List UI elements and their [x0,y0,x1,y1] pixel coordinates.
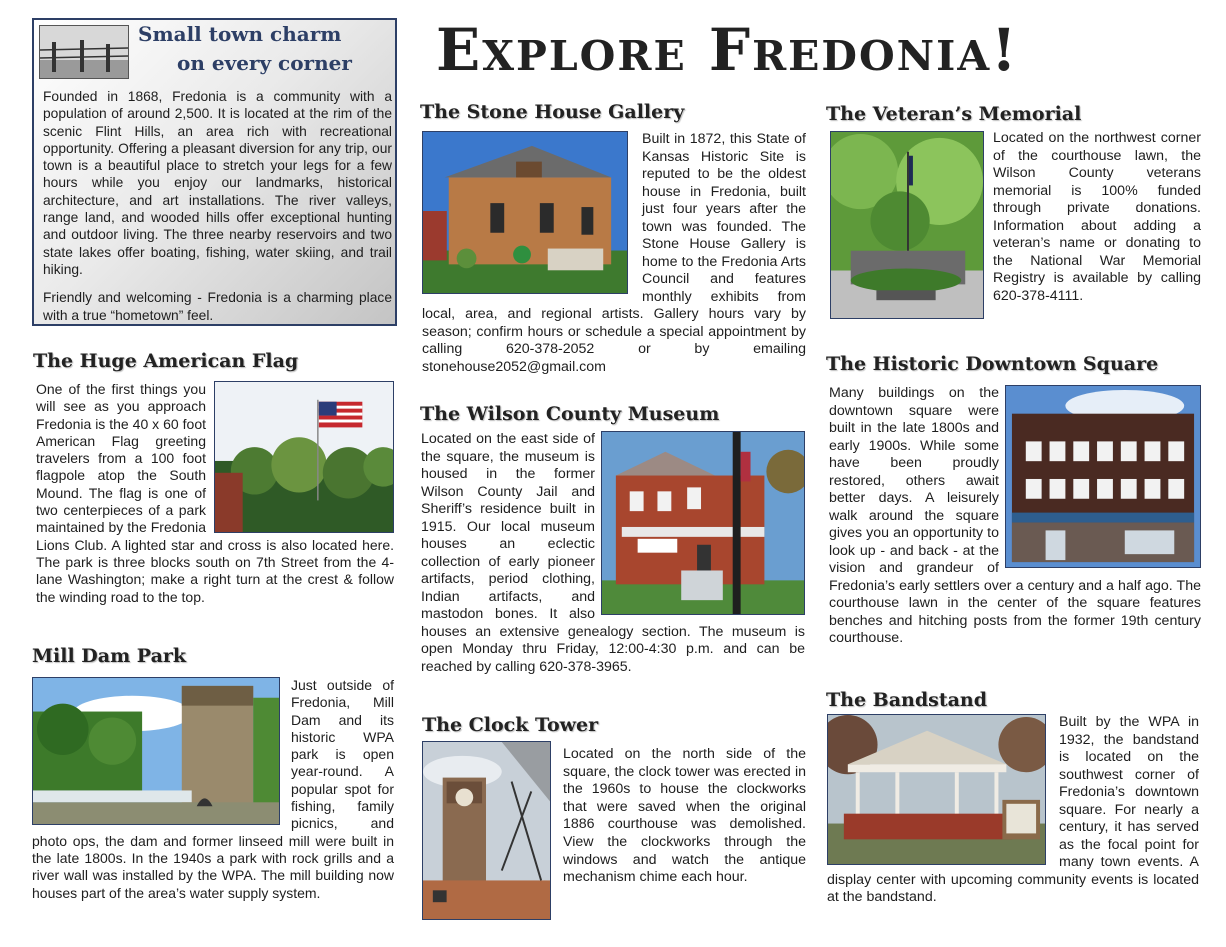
stonehouse-image [423,132,627,293]
intro-box [32,18,397,326]
bandstand-text: Built by the WPA in 1932, the bandstand is located on the southwest corner of Fredonia’s downtown square. For nearly a century, it has served as the focal point for many town events. A display center with upcoming community events is located at the bandstand. [827,714,1199,905]
milldam-photo [32,677,280,825]
bandstand-heading: The Bandstand [826,689,988,711]
flag-heading: The Huge American Flag [33,350,299,372]
museum-text: Located on the east side of the square, the museum is housed in the former Wilson County Jail and Sheriff’s residence built in 1915. Our local museum houses an eclectic collection of early pioneer artifacts, period clothing, Indian artifacts, and mastodon bones. It also houses an extensive genealogy section. The museum is open Monday thru Friday, 12:00-4:30 p.m. and can be reached by calling 620-378-3965. [421,431,805,675]
museum-photo [601,431,805,615]
intro-heading-line2: on every corner [177,51,352,75]
clock-heading: The Clock Tower [422,714,599,736]
bandstand-image [828,715,1045,864]
museum-image [602,432,804,614]
intro-heading-line1: Small town charm [138,22,342,46]
museum-heading: The Wilson County Museum [420,403,720,425]
veterans-memorial-image [831,132,983,318]
stonehouse-section [422,131,806,376]
fence-image [40,26,128,78]
milldam-text: Just outside of Fredonia, Mill Dam and its historic WPA park is open year-round. A popular spot for fishing, family picnics, and photo ops, the dam and former linseed mill were built in the late 1800s. In the 1940s a park with rock grills and a river wall was installed by the WPA. The mill building now houses part of the area’s water supply system. [32,677,394,901]
downtown-text: Many buildings on the downtown square were built in the late 1800s and early 1900s. While some have been proudly restored, others await better days. A leisurely walk around the square gives you an opportunity to look up - and back - at the vision and grandeur of Fredonia’s early settlers over a century and a half ago. The courthouse lawn in the center of the square features benches and hitching posts from the former 19th century courthouse. [829,385,1201,646]
intro-paragraph-1: Founded in 1868, Fredonia is a community with a population of around 2,500. It is located at the rim of the scenic Flint Hills, an area rich with recreational opportunity. Offering a pleasant diversion for any trip, our town is a beautiful place to stretch your legs for a few hours while you enjoy our landmarks, historical architecture, and art installations. The river valleys, range land, and wooded hills offer exceptional hunting and outdoor living. The three nearby reservoirs and two state lakes offer boating, fishing, water skiing, and trail hiking. [43,89,392,277]
flag-text: One of the first things you will see as you approach Fredonia is the 40 x 60 foot American Flag greeting travelers from a 100 foot flagpole atop the South Mound. The flag is one of two centerpieces of a park maintained by the Fredonia Lions Club. A lighted star and cross is also located here. The park is three blocks south on 7th Street from the 4-lane Washington; make a right turn at the crest & follow the winding road to the top. [36,381,394,605]
bandstand-section [827,714,1199,907]
flag-photo [214,381,394,533]
clock-photo [422,741,551,920]
veterans-heading: The Veteran’s Memorial [826,103,1082,125]
stonehouse-heading: The Stone House Gallery [420,101,685,123]
milldam-image [33,678,279,824]
intro-paragraph-2: Friendly and welcoming - Fredonia is a charming place with a true “hometown” feel. [43,290,392,323]
stonehouse-text: Built in 1872, this State of Kansas Historic Site is reputed to be the oldest house in Fredonia, built just four years after the town was founded. The Stone House Gallery is home to the Fredonia Arts Council and features monthly exhibits from local, area, and regional artists. Gallery hours vary by season; confirm hours or schedule a special appointment by calling 620-378-2052 or by emailing stonehouse2052@gmail.com [422,131,806,375]
clock-text: Located on the north side of the square, the clock tower was erected in the 1960s to house the clockworks that were saved when the original 1886 courthouse was demolished. View the clockworks through the windows and watch the antique mechanism chime each hour. [563,746,806,886]
downtown-photo [1005,385,1201,568]
flag-section [36,381,394,606]
veterans-photo [830,131,984,319]
bandstand-photo [827,714,1046,865]
downtown-heading: The Historic Downtown Square [826,353,1159,375]
veterans-text: Located on the northwest corner of the courthouse lawn, the Wilson County veterans memorial is 100% funded through private donations. Information about adding a veteran’s name or donating to the National War Memorial Registry is available by calling 620-378-4111. [993,130,1201,304]
clock-tower-image [423,742,550,919]
milldam-heading: Mill Dam Park [32,645,187,667]
downtown-section [829,385,1201,648]
downtown-square-image [1006,386,1200,567]
milldam-section [32,677,394,902]
intro-text [43,88,392,324]
fence-photo [39,25,129,79]
museum-section [421,431,805,676]
page-title: Explore Fredonia! [436,16,1019,84]
stonehouse-photo [422,131,628,294]
flag-image [215,382,393,532]
